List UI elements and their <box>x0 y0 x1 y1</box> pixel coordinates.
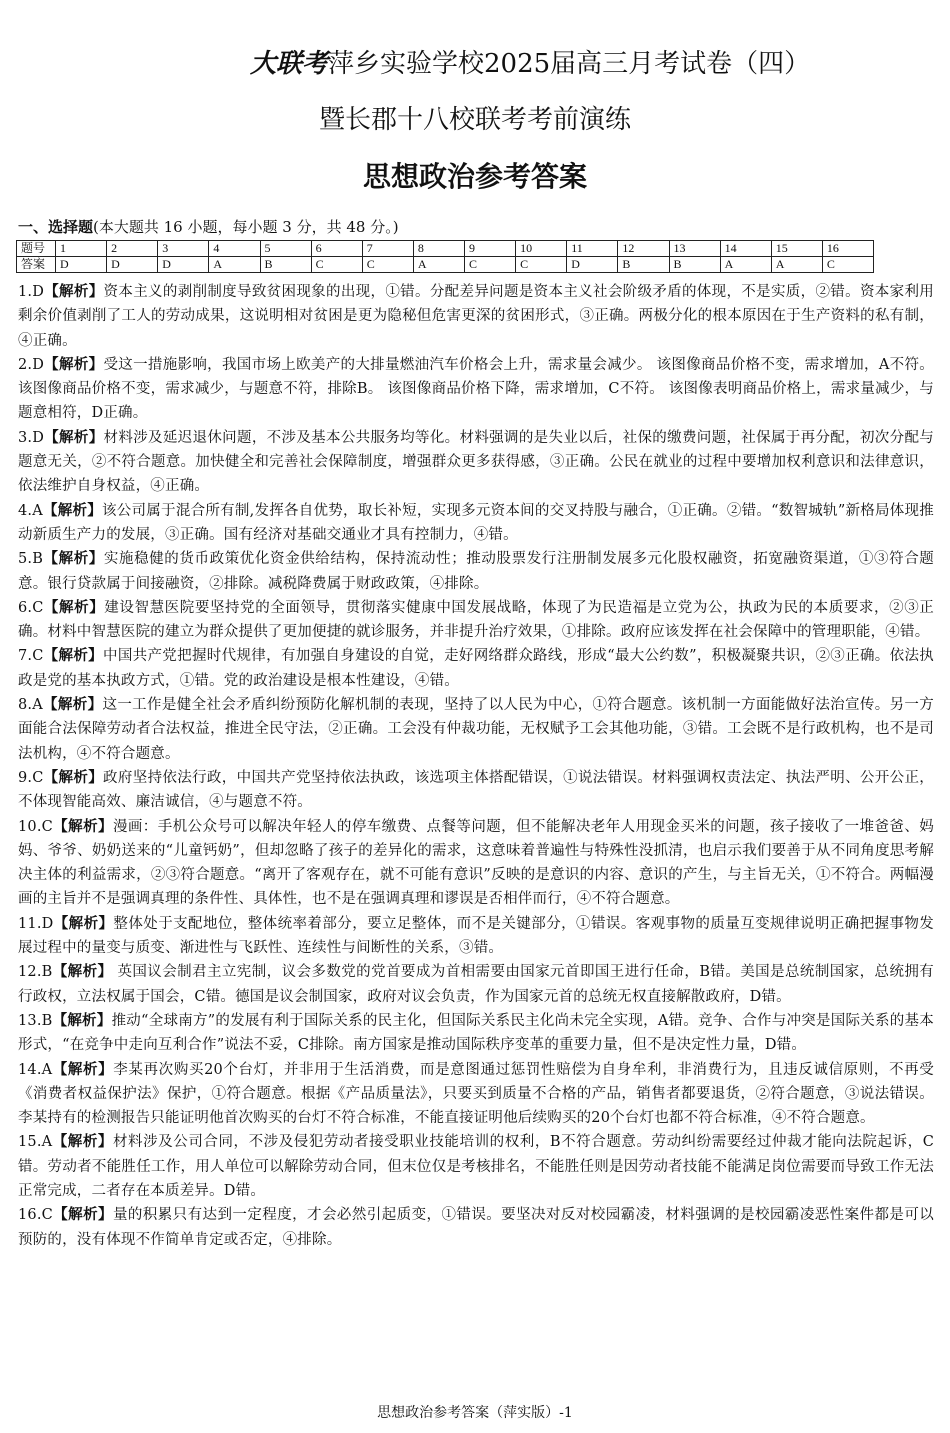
row-label-answer: 答案 <box>17 257 56 273</box>
answer-table <box>16 240 874 273</box>
explanation-item <box>18 596 934 645</box>
answer-cell: B <box>618 257 669 273</box>
explanation-item <box>18 426 934 499</box>
explanation-item <box>18 960 934 1009</box>
explanation-item <box>18 1009 934 1058</box>
explanation-number: 3.D <box>18 429 45 446</box>
explanation-number: 10.C <box>18 818 53 835</box>
explanation-item <box>18 815 934 912</box>
section-heading <box>18 216 938 238</box>
explanation-tag: 【解析】 <box>44 283 104 300</box>
explanation-item <box>18 499 934 548</box>
explanation-tag: 【解析】 <box>43 647 103 665</box>
answer-cell: A <box>413 257 464 273</box>
exam-subtitle: 暨长郡十八校联考考前演练 <box>318 105 631 135</box>
explanation-tag: 【解析】 <box>44 355 104 373</box>
explanation-item <box>18 547 934 596</box>
explanation-number: 7.C <box>18 648 44 665</box>
question-number-cell: 5 <box>260 241 311 257</box>
answer-cell: A <box>209 257 260 273</box>
explanation-text: 建设智慧医院要坚持党的全面领导，贯彻落实健康中国发展战略，体现了为民造福是立党为公，执政为民的本质要求，②③正确。材料中智慧医院的建立为群众提供了更加便捷的就诊服务，并非提升治疗效果，①排除。政府应该发挥在社会保障中的管理职能，④错。 <box>18 599 934 641</box>
question-number-cell: 3 <box>158 241 209 257</box>
explanation-item <box>18 912 934 961</box>
explanation-tag: 【解析】 <box>43 768 104 786</box>
document-heading: 思想政治参考答案 <box>362 160 587 193</box>
question-number-cell: 13 <box>669 241 720 257</box>
explanation-text: 整体处于支配地位，整体统率着部分，要立足整体，而不是关键部分，①错误。客观事物的质量互变规律说明正确把握事物发展过程中的量变与质变、渐进性与飞跃性、连续性与间断性的关系，③错。 <box>18 915 934 957</box>
answer-cell: A <box>771 257 822 273</box>
answer-cell: D <box>158 257 209 273</box>
explanation-item <box>18 644 934 693</box>
explanation-tag: 【解析】 <box>52 817 113 835</box>
explanation-text: 漫画：手机公众号可以解决年轻人的停车缴费、点餐等问题，但不能解决老年人用现金买米的问题，孩子接收了一堆爸爸、妈妈、爷爷、奶奶送来的“儿童钙奶”，但却忽略了孩子的差异化的需求，这意味着普遍性与特殊性没抓清，也启示我们要善于从不同角度思考解决主体的利益需求，②③符合题意。“离开了客观存在，就不可能有意识”反映的是意识的内容、意识的产生，与主旨无关，①不符合。两幅漫画的主旨并不是强调真理的条件性、具体性，也不是在强调真理和谬误是否相伴而行，④不符合题意。 <box>18 818 934 908</box>
section-label: 一、选择题 <box>18 218 94 236</box>
explanation-item <box>18 353 934 426</box>
explanation-tag: 【解析】 <box>43 550 104 568</box>
explanation-number: 6.C <box>18 599 44 616</box>
exam-title-text: 萍乡实验学校2025届高三月考试卷（四） <box>328 49 811 79</box>
explanation-number: 12.B <box>18 964 53 981</box>
explanation-tag: 【解析】 <box>52 1206 113 1224</box>
explanation-tag: 【解析】 <box>43 598 105 616</box>
answer-cell: D <box>107 257 158 273</box>
explanation-number: 15.A <box>18 1134 53 1151</box>
explanation-tag: 【解析】 <box>52 1060 114 1078</box>
explanation-text: 资本主义的剥削制度导致贫困现象的出现，①错。分配差异问题是资本主义社会阶级矛盾的体现，不是实质，②错。资本家利用剩余价值剥削了工人的劳动成果，这说明相对贫困是更为隐秘但危害更深的贫困形式，③正确。两极分化的根本原因在于生产资料的私有制，④正确。 <box>18 284 934 349</box>
question-number-cell: 8 <box>413 241 464 257</box>
row-label-number: 题号 <box>17 241 56 257</box>
explanation-number: 9.C <box>18 769 44 786</box>
explanation-number: 13.B <box>18 1012 53 1029</box>
exam-title <box>250 44 930 84</box>
question-number-cell: 7 <box>362 241 413 257</box>
explanation-item <box>18 693 934 766</box>
explanation-text: 实施稳健的货币政策优化资金供给结构，保持流动性；推动股票发行注册制发展多元化股权融资，拓宽融资渠道，①③符合题意。银行贷款属于间接融资，②排除。减税降费属于财政政策，④排除。 <box>18 551 934 592</box>
explanation-text: 政府坚持依法行政，中国共产党坚持依法执政，该选项主体搭配错误，①说法错误。材料强调权责法定、执法严明、公开公正，不体现智能高效、廉洁诚信，④与题意不符。 <box>18 769 934 811</box>
question-number-row <box>17 241 874 257</box>
explanation-tag: 【解析】 <box>44 428 104 446</box>
explanation-number: 14.A <box>18 1061 53 1078</box>
explanation-tag: 【解析】 <box>53 914 114 932</box>
explanation-item <box>18 1203 934 1252</box>
explanation-number: 11.D <box>18 915 54 932</box>
explanation-tag: 【解析】 <box>52 963 113 981</box>
explanation-text: 中国共产党把握时代规律，有加强自身建设的自觉，走好网络群众路线，形成“最大公约数”，积极凝聚共识，②③正确。依法执政是党的基本执政方式，①错。党的政治建设是根本性建设，④错。 <box>18 648 934 689</box>
explanation-item <box>18 280 934 353</box>
question-number-cell: 15 <box>771 241 822 257</box>
explanation-text: 材料涉及延迟退休问题，不涉及基本公共服务均等化。材料强调的是失业以后，社保的缴费问题，社保属于再分配，初次分配与题意无关，②不符合题意。加快健全和完善社会保障制度，增强群众更多获得感，③正确。公民在就业的过程中要增加权利意识和法律意识，依法维护自身权益，④正确。 <box>18 429 934 495</box>
explanations-list <box>18 280 934 1252</box>
explanation-number: 2.D <box>18 356 45 373</box>
answer-row <box>17 257 874 273</box>
explanation-item <box>18 1130 934 1203</box>
explanation-text: 这一工作是健全社会矛盾纠纷预防化解机制的表现，坚持了以人民为中心，①符合题意。该机制一方面能做好法治宣传。另一方面能合法保障劳动者合法权益，推进全民守法，②正确。工会没有仲裁功能，无权赋予工会其他功能，③错。工会既不是行政机构，也不是司法机构，④不符合题意。 <box>18 697 934 762</box>
answer-cell: C <box>516 257 567 273</box>
explanation-text: 受这一措施影响，我国市场上欧美产的大排量燃油汽车价格会上升，需求量会减少。 该图像商品价格不变，需求增加，A不符。该图像商品价格不变，需求减少，与题意不符，排除B。 该图像商品价格下降，需求增加，C不符。 该图像表明商品价格上，需求量减少，与题意相符，D正确。 <box>18 356 934 422</box>
question-number-cell: 14 <box>720 241 771 257</box>
explanation-tag: 【解析】 <box>52 1011 112 1029</box>
explanation-tag: 【解析】 <box>42 501 103 519</box>
explanation-number: 8.A <box>18 697 43 714</box>
explanation-item <box>18 766 934 815</box>
question-number-cell: 16 <box>822 241 873 257</box>
brand-logo-text: 大联考 <box>250 49 329 79</box>
answer-cell: A <box>720 257 771 273</box>
explanation-text: 推动“全球南方”的发展有利于国际关系的民主化，但国际关系民主化尚未完全实现，A错。竞争、合作与冲突是国际关系的基本形式，“在竞争中走向互利合作”说法不妥，C排除。南方国家是推动国际秩序变革的重要力量，但不是决定性力量，D错。 <box>18 1012 934 1054</box>
explanation-number: 1.D <box>18 284 45 300</box>
page-footer: 思想政治参考答案（萍实版）-1 <box>377 1405 573 1421</box>
explanation-text: 材料涉及公司合同，不涉及侵犯劳动者接受职业技能培训的权利，B不符合题意。劳动纠纷需要经过仲裁才能向法院起诉，C错。劳动者不能胜任工作，用人单位可以解除劳动合同，但末位仅是考核排名，不能胜任则是因劳动者技能不能满足岗位需要而导致工作无法正常完成，二者存在本质差异。D错。 <box>18 1134 934 1199</box>
answer-cell: C <box>822 257 873 273</box>
explanation-number: 4.A <box>18 502 43 519</box>
answer-cell: B <box>260 257 311 273</box>
answer-cell: D <box>56 257 107 273</box>
explanation-text: 英国议会制君主立宪制，议会多数党的党首要成为首相需要由国家元首即国王进行任命，B错。美国是总统制国家，总统拥有行政权，立法权属于国会，C错。德国是议会制国家，政府对议会负责，作为国家元首的总统无权直接解散政府，D错。 <box>18 964 934 1005</box>
answer-cell: C <box>362 257 413 273</box>
explanation-tag: 【解析】 <box>52 1133 113 1151</box>
answer-cell: C <box>465 257 516 273</box>
explanation-text: 该公司属于混合所有制,发挥各自优势，取长补短，实现多元资本间的交叉持股与融合，①正确。②错。“数智城轨”新格局体现推动新质生产力的发展，③正确。国有经济对基础交通业才具有控制力，④错。 <box>18 502 934 543</box>
explanation-text: 李某再次购买20个台灯，并非用于生活消费，而是意图通过惩罚性赔偿为自身牟利，非消费行为，且违反诚信原则，不再受《消费者权益保护法》保护，①符合题意。根据《产品质量法》，只要买到质量不合格的产品，销售者都要退货，②符合题意，③说法错误。李某持有的检测报告只能证明他首次购买的台灯不符合标准，不能直接证明他后续购买的20个台灯也都不符合标准，④不符合题意。 <box>18 1061 934 1127</box>
question-number-cell: 9 <box>465 241 516 257</box>
answer-cell: B <box>669 257 720 273</box>
explanation-number: 5.B <box>18 551 44 568</box>
question-number-cell: 11 <box>567 241 618 257</box>
explanation-tag: 【解析】 <box>42 696 103 714</box>
question-number-cell: 12 <box>618 241 669 257</box>
explanation-number: 16.C <box>18 1207 53 1224</box>
answer-cell: D <box>567 257 618 273</box>
section-note: (本大题共 16 小题，每小题 3 分，共 48 分。) <box>93 218 399 236</box>
question-number-cell: 4 <box>209 241 260 257</box>
explanation-text: 量的积累只有达到一定程度，才会必然引起质变，①错误。要坚决对反对校园霸凌，材料强调的是校园霸凌恶性案件都是可以预防的，没有体现不作简单肯定或否定，④排除。 <box>18 1207 934 1248</box>
question-number-cell: 10 <box>516 241 567 257</box>
answer-cell: C <box>311 257 362 273</box>
question-number-cell: 2 <box>107 241 158 257</box>
question-number-cell: 6 <box>311 241 362 257</box>
explanation-item <box>18 1058 934 1131</box>
question-number-cell: 1 <box>56 241 107 257</box>
